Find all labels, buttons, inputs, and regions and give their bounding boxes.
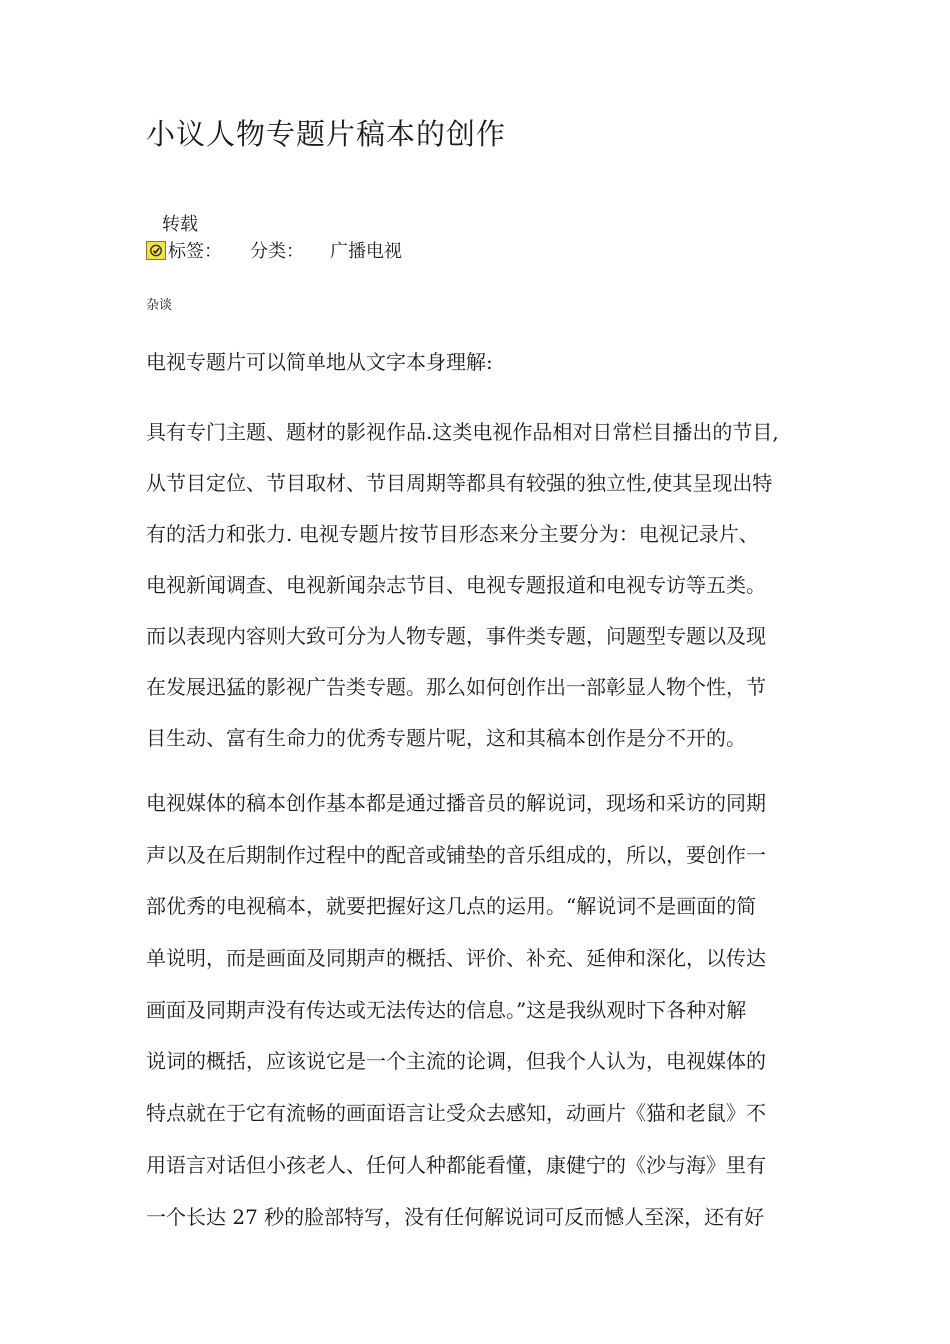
paragraph-line: 用语言对话但小孩老人、任何人种都能看懂，康健宁的《沙与海》里有 [146, 1152, 766, 1177]
paragraph-line: 画面及同期声没有传达或无法传达的信息。”这是我纵观时下各种对解 [146, 997, 747, 1022]
paragraph-line: 声以及在后期制作过程中的配音或铺垫的音乐组成的，所以，要创作一 [146, 842, 766, 867]
paragraph-line: 而以表现内容则大致可分为人物专题，事件类专题，问题型专题以及现 [146, 624, 766, 648]
category-link[interactable]: 广播电视 [330, 241, 402, 262]
tags-label: 标签： [168, 241, 222, 262]
paragraph-line: 电视媒体的稿本创作基本都是通过播音员的解说词，现场和采访的同期 [146, 791, 766, 815]
category-label: 分类： [250, 241, 304, 262]
paragraph-line: 单说明，而是画面及同期声的概括、评价、补充、延伸和深化，以传达 [146, 946, 766, 971]
paragraph-line: 目生动、富有生命力的优秀专题片呢，这和其稿本创作是分不开的。 [146, 726, 746, 750]
tag-icon[interactable] [146, 241, 166, 260]
paragraph-line: 部优秀的电视稿本，就要把握好这几点的运用。“解说词不是画面的简 [146, 894, 757, 919]
page-title: 小议人物专题片稿本的创作 [146, 117, 507, 151]
article-meta [146, 238, 402, 262]
paragraph-line: 一个长达 27 秒的脸部特写，没有任何解说词可反而憾人至深，还有好 [146, 1204, 765, 1229]
repost-label: 转载 [162, 214, 198, 235]
misc-tag[interactable]: 杂谈 [146, 298, 173, 313]
paragraph-line: 从节目定位、节目取材、节目周期等都具有较强的独立性,使其呈现出特 [146, 471, 773, 495]
paragraph-1 [146, 417, 779, 774]
intro-sentence: 电视专题片可以简单地从文字本身理解: [146, 350, 493, 374]
paragraph-line: 电视新闻调查、电视新闻杂志节目、电视专题报道和电视专访等五类。 [146, 573, 766, 597]
paragraph-line: 有的活力和张力. 电视专题片按节目形态来分主要分为：电视记录片、 [146, 522, 759, 546]
paragraph-line: 说词的概括，应该说它是一个主流的论调，但我个人认为，电视媒体的 [146, 1049, 766, 1074]
paragraph-line: 特点就在于它有流畅的画面语言让受众去感知，动画片《猫和老鼠》不 [146, 1101, 766, 1126]
paragraph-line: 具有专门主题、题材的影视作品.这类电视作品相对日常栏目播出的节目, [146, 420, 779, 444]
paragraph-2 [146, 788, 766, 1253]
paragraph-line: 在发展迅猛的影视广告类专题。那么如何创作出一部彰显人物个性，节 [146, 675, 766, 699]
